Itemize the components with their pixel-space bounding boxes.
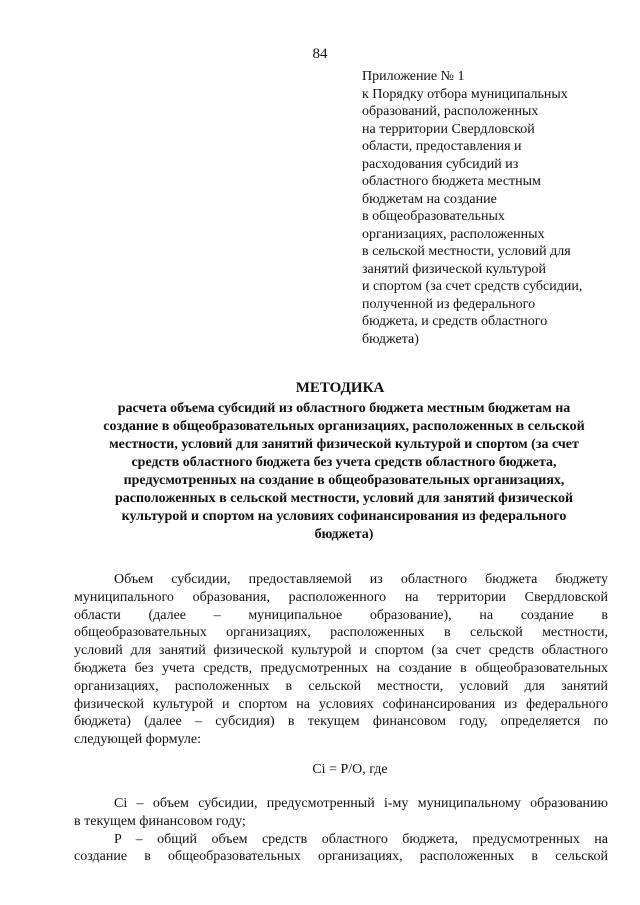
annex-line: областного бюджета местным [362,174,541,189]
annex-line: бюджета) [362,331,419,347]
definition-line: в текущем финансовом году; [74,813,246,829]
annex-line: области, предоставления и [362,139,522,154]
subtitle-line: расчета объема субсидий из областного бюджета местным бюджетам на [117,401,571,416]
annex-line: полученной из федерального [362,296,536,312]
page-number: 84 [312,46,328,62]
annex-line: в общеобразовательных [362,209,505,224]
formula: Ci = P/O, где [312,762,388,777]
subtitle-line: создание в общеобразовательных организациях, расположенных в сельской [103,419,585,434]
paragraph-line: общеобразовательных организациях, расположенных в сельской местности, [74,625,608,641]
document-title: МЕТОДИКА [295,380,385,396]
paragraph-line: бюджета) (далее – субсидия) в текущем финансовом году, определяется по [74,714,608,730]
paragraph-line: следующей формуле: [74,732,201,748]
subtitle-line: культурой и спортом на условиях софинансирования из федерального [121,509,567,524]
document-subtitle [74,400,614,544]
annex-line: образований, расположенных [362,104,539,119]
paragraph-definitions [74,795,608,866]
annex-line: расходования субсидий из [362,156,519,172]
annex-line: и спортом (за счет средств субсидии, [362,279,583,294]
paragraph-line: организациях, расположенных в сельской местности, условий для занятий [74,678,608,694]
definition-line: Ci – объем субсидии, предусмотренный i-му муниципальному образованию [114,796,608,811]
annex-header [362,68,624,348]
paragraph-line: условий для занятий физической культурой и спортом (за счет средств областного [74,643,608,659]
definition-line: создание в общеобразовательных организациях, расположенных в сельской [74,849,608,865]
paragraph-line: муниципального образования, расположенного на территории Свердловской [74,589,608,605]
annex-line: бюджетам на создание [362,191,497,207]
annex-line: организациях, расположенных [362,226,545,242]
annex-line: Приложение № 1 [362,69,465,84]
paragraph-line: физической культурой и спортом на условиях софинансирования из федерального [74,696,608,712]
definition-line: P – общий объем средств областного бюджета, предусмотренных на [114,831,608,847]
subtitle-line: предусмотренных на создание в общеобразовательных организациях, [123,473,565,488]
paragraph-line: области (далее – муниципальное образование), на создание в [74,607,608,623]
annex-line: занятий физической культурой [362,261,547,277]
paragraph-line: Объем субсидии, предоставляемой из областного бюджета бюджету [114,572,608,587]
subtitle-line: бюджета) [314,527,374,542]
annex-line: на территории Свердловской [362,121,535,137]
paragraph-line: бюджета без учета средств, предусмотренных на создание в общеобразовательных [74,660,608,676]
annex-line: бюджета, и средств областного [362,314,548,329]
subtitle-line: расположенных в сельской местности, условий для занятий физической [114,491,574,506]
annex-line: в сельской местности, условий для [362,244,571,259]
annex-line: к Порядку отбора муниципальных [362,86,568,102]
subtitle-line: средств областного бюджета без учета средств областного бюджета, [131,455,557,470]
paragraph-volume-definition [74,571,608,749]
subtitle-line: местности, условий для занятий физической культурой и спортом (за счет [109,437,579,452]
